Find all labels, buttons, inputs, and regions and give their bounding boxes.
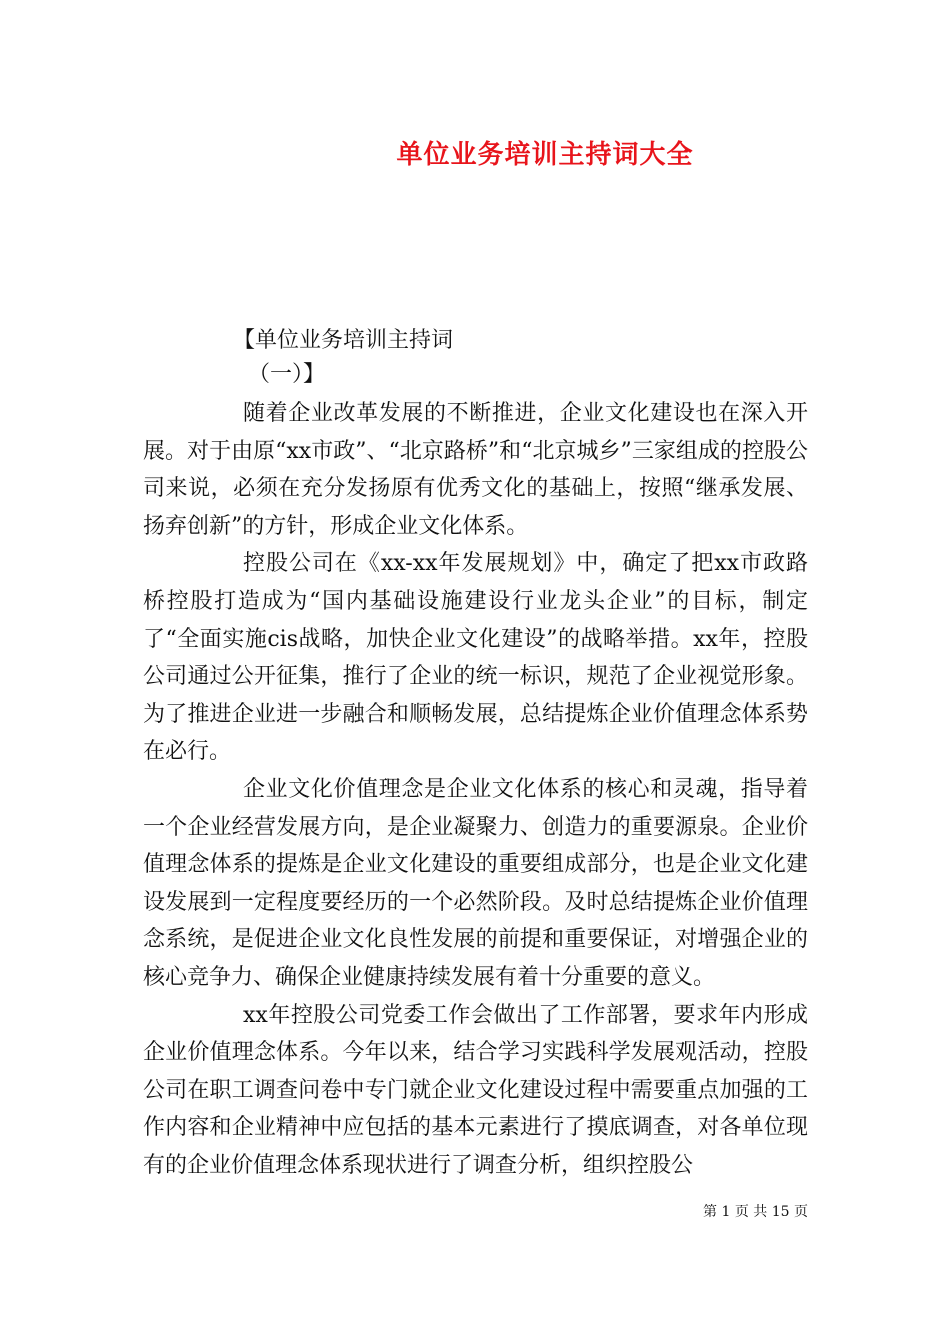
paragraph: 企业文化价值理念是企业文化体系的核心和灵魂，指导着一个企业经营发展方向，是企业凝聚力、创造力的重要源泉。企业价值理念体系的提炼是企业文化建设的重要组成部分，也是企业文化建设发展到一定程度要经历的一个必然阶段。及时总结提炼企业价值理念系统，是促进企业文化良性发展的前提和重要保证，对增强企业的核心竞争力、确保企业健康持续发展有着十分重要的意义。 bbox=[143, 776, 808, 990]
page-number-footer: 第 1 页 共 15 页 bbox=[703, 1204, 808, 1220]
paragraph: xx年控股公司党委工作会做出了工作部署，要求年内形成企业价值理念体系。今年以来，结合学习实践科学发展观活动，控股公司在职工调查问卷中专门就企业文化建设过程中需要重点加强的工作内容和企业精神中应包括的基本元素进行了摸底调查，对各单位现有的企业价值理念体系现状进行了调查分析，组织控股公 bbox=[143, 1002, 808, 1178]
section-heading: 【单位业务培训主持词 bbox=[233, 328, 454, 353]
paragraph: 控股公司在《xx-xx年发展规划》中，确定了把xx市政路桥控股打造成为“国内基础设施建设行业龙头企业”的目标，制定了“全面实施cis战略，加快企业文化建设”的战略举措。xx年，控股公司通过公开征集，推行了企业的统一标识，规范了企业视觉形象。为了推进企业进一步融合和顺畅发展，总结提炼企业价值理念体系势在必行。 bbox=[143, 551, 808, 765]
document-title: 单位业务培训主持词大全 bbox=[396, 140, 694, 170]
section-subheading: （一）】 bbox=[248, 362, 326, 387]
body-text bbox=[143, 395, 808, 1184]
paragraph: 随着企业改革发展的不断推进，企业文化建设也在深入开展。对于由原“xx市政”、“北京路桥”和“北京城乡”三家组成的控股公司来说，必须在充分发扬原有优秀文化的基础上，按照“继承发展、扬弃创新”的方针，形成企业文化体系。 bbox=[143, 401, 808, 539]
